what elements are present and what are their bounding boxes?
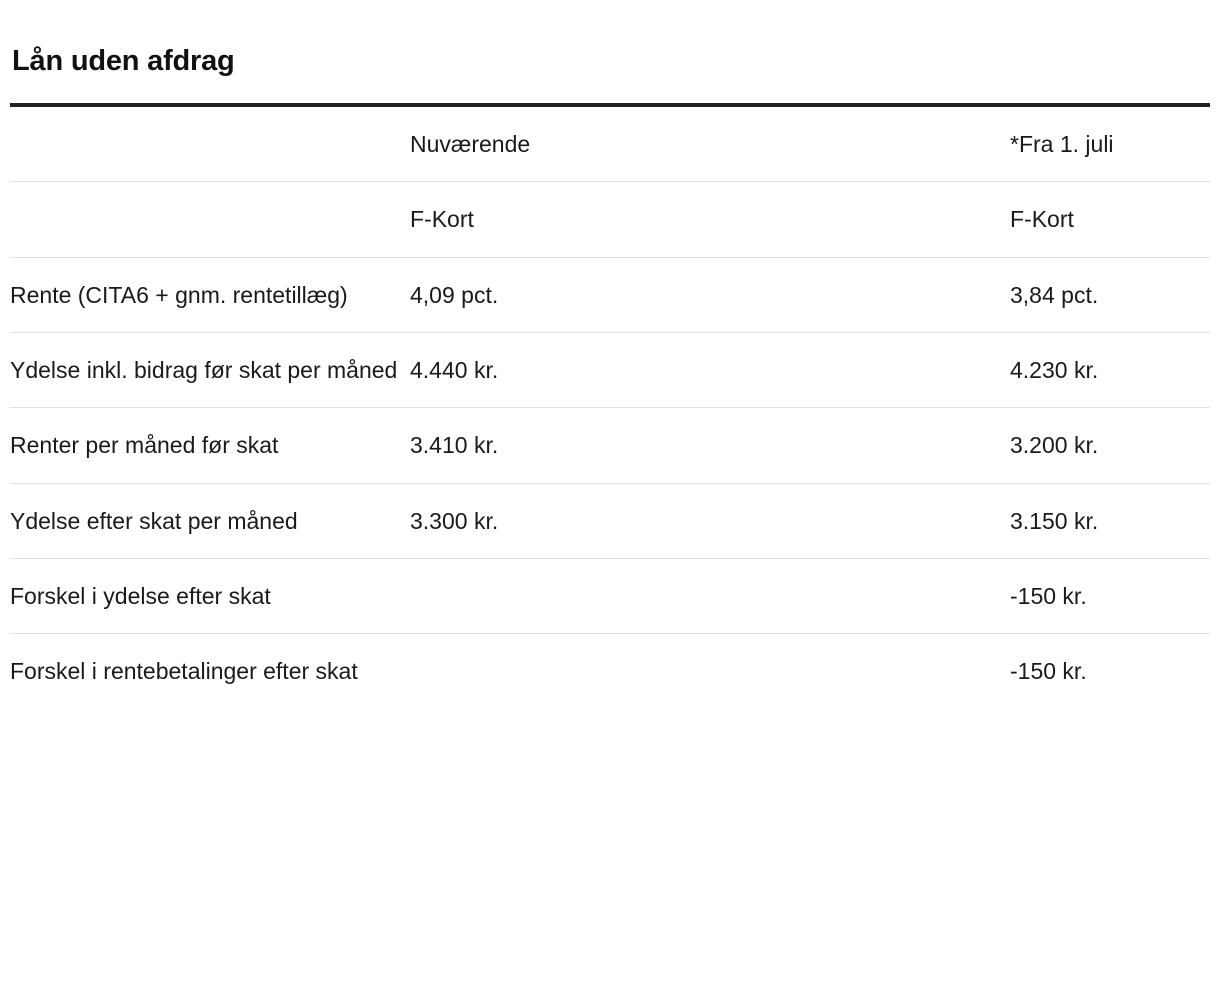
table-subheader-row [10, 182, 1210, 257]
table-row [10, 634, 1210, 709]
document-page [0, 44, 1220, 990]
row-future-value: 3,84 pct. [1010, 257, 1210, 332]
header-future-cell: *Fra 1. juli [1010, 105, 1210, 182]
table-row [10, 332, 1210, 407]
row-current-value: 4.440 kr. [410, 332, 1010, 407]
table-row [10, 408, 1210, 483]
row-label: Forskel i ydelse efter skat [10, 558, 410, 633]
row-future-value: -150 kr. [1010, 558, 1210, 633]
row-label: Ydelse efter skat per måned [10, 483, 410, 558]
subheader-current-cell: F-Kort [410, 182, 1010, 257]
row-current-value: 3.300 kr. [410, 483, 1010, 558]
row-current-value [410, 558, 1010, 633]
page-title: Lån uden afdrag [12, 45, 235, 77]
row-label: Renter per måned før skat [10, 408, 410, 483]
table-header-row [10, 105, 1210, 182]
row-future-value: -150 kr. [1010, 658, 1087, 685]
row-label: Rente (CITA6 + gnm. rentetillæg) [10, 257, 410, 332]
row-future-value: 3.150 kr. [1010, 483, 1210, 558]
table-row [10, 483, 1210, 558]
row-label: Ydelse inkl. bidrag før skat per måned [10, 332, 410, 407]
subheader-future-cell: F-Kort [1010, 182, 1210, 257]
table-row [10, 558, 1210, 633]
row-future-value: 4.230 kr. [1010, 332, 1210, 407]
header-current-cell: Nuværende [410, 105, 1010, 182]
header-label-cell [10, 105, 410, 182]
row-label: Forskel i rentebetalinger efter skat [10, 658, 358, 685]
subheader-label-cell [10, 182, 410, 257]
row-current-value: 3.410 kr. [410, 408, 1010, 483]
table-row [10, 257, 1210, 332]
row-current-value [410, 634, 1010, 709]
row-current-value: 4,09 pct. [410, 257, 1010, 332]
row-future-value: 3.200 kr. [1010, 408, 1210, 483]
loan-comparison-table [10, 103, 1210, 709]
